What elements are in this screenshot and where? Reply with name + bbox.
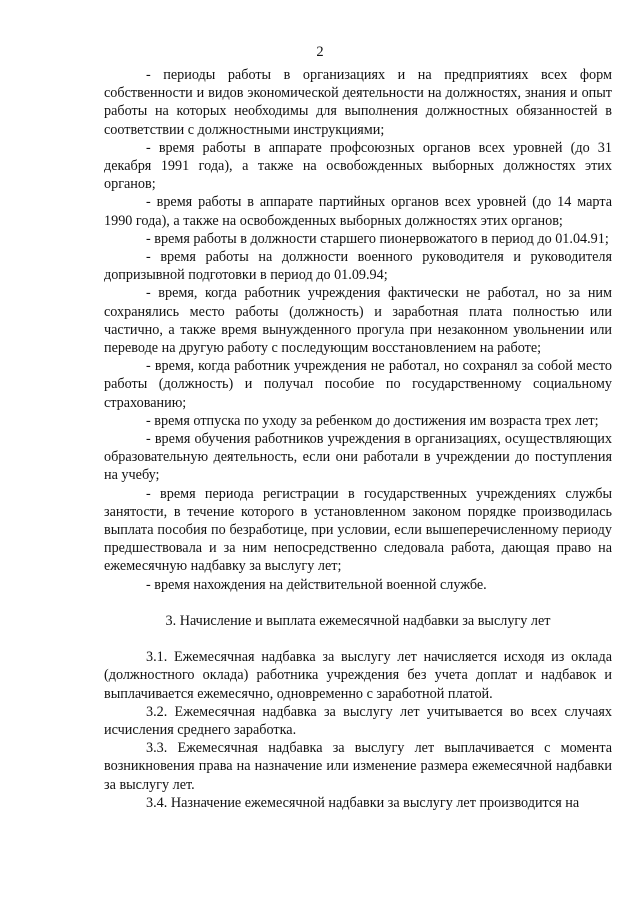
section-paragraph: 3.1. Ежемесячная надбавка за выслугу лет начисляется исходя из оклада (должностного оклада) работника учреждения без учета доплат и надбавок и выплачивается ежемесячно, одновременно с заработной платой. bbox=[104, 649, 612, 702]
list-item: - время, когда работник учреждения не работал, но сохранял за собой место работы (должность) и получал пособие по государственному социальному страхованию; bbox=[104, 358, 612, 411]
document-body bbox=[104, 66, 612, 812]
list-item: - время работы на должности военного руководителя и руководителя допризывной подготовки в период до 01.09.94; bbox=[104, 249, 612, 284]
list-item: - время отпуска по уходу за ребенком до достижения им возраста трех лет; bbox=[146, 412, 599, 429]
list-item: - время нахождения на действительной военной службе. bbox=[146, 576, 487, 593]
list-item: - время периода регистрации в государственных учреждениях службы занятости, в течение которого в установленном законом порядке производилась выплата пособия по безработице, при условии, если вышеперечисленному периоду предшествовала и за ним непосредственно следовала работа, дающая право на ежемесячную надбавку за выслугу лет; bbox=[104, 485, 612, 575]
list-item: - время, когда работник учреждения фактически не работал, но за ним сохранялись место работы (должность) и заработная плата полностью или частично, а также время вынужденного прогула при незаконном увольнении или переводе на другую работу с последующим восстановлением на работе; bbox=[104, 285, 612, 357]
section-title: 3. Начисление и выплата ежемесячной надбавки за выслугу лет bbox=[165, 612, 551, 629]
section-paragraph: 3.4. Назначение ежемесячной надбавки за выслугу лет производится на bbox=[146, 794, 580, 811]
list-item: - время обучения работников учреждения в организациях, осуществляющих образовательную деятельность, если они работали в учреждении до поступления на учебу; bbox=[104, 431, 612, 484]
list-item: - время работы в должности старшего пионервожатого в период до 01.04.91; bbox=[146, 230, 609, 247]
page-number: 2 bbox=[316, 44, 324, 60]
section-paragraph: 3.3. Ежемесячная надбавка за выслугу лет выплачивается с момента возникновения права на назначение или изменение размера ежемесячной надбавки за выслугу лет. bbox=[104, 740, 612, 793]
list-item: - время работы в аппарате профсоюзных органов всех уровней (до 31 декабря 1991 года), а также на освобожденных выборных должностях этих органов; bbox=[104, 139, 612, 193]
list-item: - периоды работы в организациях и на предприятиях всех форм собственности и видов экономической деятельности на должностях, знания и опыт работы на которых необходимы для выполнения должностных обязанностей в соответствии с должностными инструкциями; bbox=[104, 67, 612, 138]
list-item: - время работы в аппарате партийных органов всех уровней (до 14 марта 1990 года), а также на освобожденных выборных должностях этих органов; bbox=[104, 194, 612, 229]
section-paragraph: 3.2. Ежемесячная надбавка за выслугу лет учитывается во всех случаях исчисления среднего заработка. bbox=[104, 703, 612, 738]
